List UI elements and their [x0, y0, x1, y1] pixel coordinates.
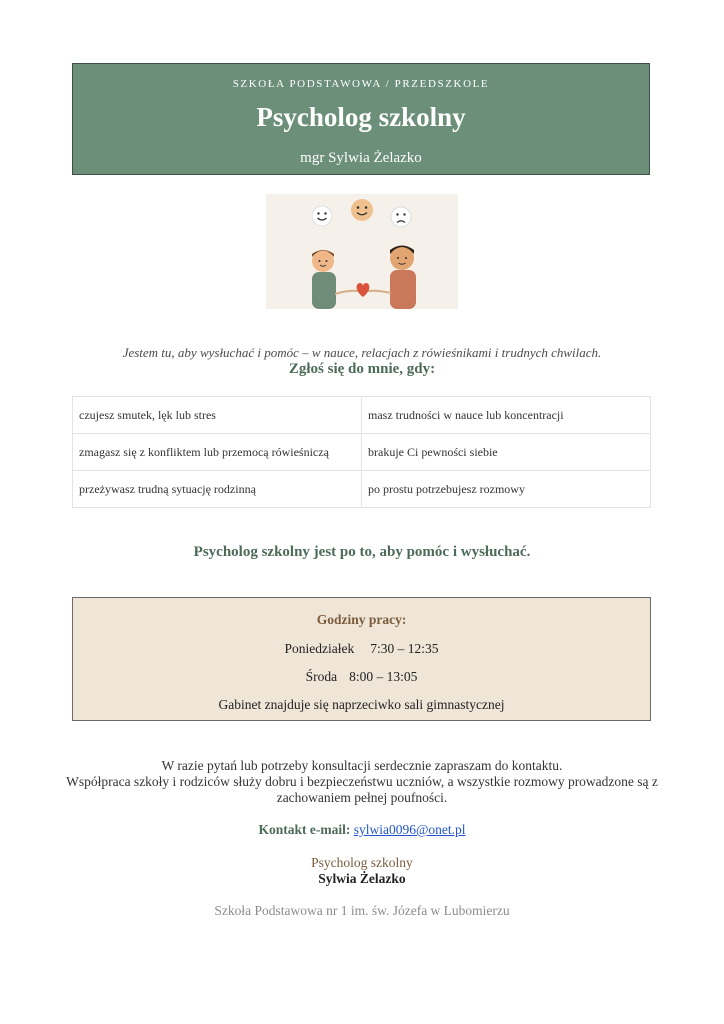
- page-title: Psycholog szkolny: [256, 102, 466, 132]
- hours-day: Poniedziałek: [284, 641, 355, 656]
- happy-face-icon: [312, 206, 332, 226]
- reason-cell: brakuje Ci pewności siebie: [362, 434, 651, 471]
- reasons-table: [72, 396, 651, 508]
- closing-line: Współpraca szkoły i rodziców służy dobru i bezpieczeństwu uczniów, a wszystkie rozmowy prowadzone są z zachowaniem pełnej poufności.: [66, 774, 658, 805]
- hours-day: Środa: [305, 669, 338, 684]
- email-link[interactable]: sylwia0096@onet.pl: [353, 822, 466, 837]
- header-kicker: SZKOŁA PODSTAWOWA / PRZEDSZKOLE: [232, 78, 490, 90]
- reason-cell: po prostu potrzebujesz rozmowy: [362, 471, 651, 508]
- heart-icon: [357, 283, 370, 297]
- hours-row: [73, 669, 650, 685]
- mission-statement: Psycholog szkolny jest po to, aby pomóc i wysłuchać.: [193, 544, 531, 560]
- table-row: [73, 397, 651, 434]
- hours-box: [72, 597, 651, 721]
- signature-role: Psycholog szkolny: [311, 855, 413, 870]
- hours-time: 7:30 – 12:35: [370, 641, 439, 656]
- child-left-figure: [312, 250, 336, 309]
- reasons-heading: Zgłoś się do mnie, gdy:: [288, 361, 436, 377]
- header-banner: [72, 63, 650, 175]
- reason-cell: zmagasz się z konfliktem lub przemocą rówieśniczą: [73, 434, 362, 471]
- contact-label: Kontakt e-mail:: [258, 822, 351, 837]
- hours-row: [73, 641, 650, 657]
- illustration-graphic: [266, 194, 458, 309]
- intro-text: Jestem tu, aby wysłuchać i pomóc – w nauce, relacjach z rówieśnikami i trudnych chwilach.: [122, 345, 602, 360]
- reason-cell: masz trudności w nauce lub koncentracji: [362, 397, 651, 434]
- reason-cell: czujesz smutek, lęk lub stres: [73, 397, 362, 434]
- smiling-face-icon: [351, 199, 373, 221]
- sad-face-icon: [391, 207, 411, 227]
- closing-text: [60, 758, 664, 806]
- hours-title: Godziny pracy:: [316, 612, 407, 627]
- school-name: Szkoła Podstawowa nr 1 im. św. Józefa w Lubomierzu: [214, 903, 510, 918]
- hours-time: 8:00 – 13:05: [349, 669, 418, 684]
- header-name: mgr Sylwia Żelazko: [300, 150, 422, 166]
- closing-line: W razie pytań lub potrzeby konsultacji serdecznie zapraszam do kontaktu.: [161, 758, 563, 773]
- child-right-figure: [390, 246, 416, 310]
- illustration: [266, 194, 458, 309]
- reason-cell: przeżywasz trudną sytuację rodzinną: [73, 471, 362, 508]
- table-row: [73, 471, 651, 508]
- office-location-note: Gabinet znajduje się naprzeciwko sali gimnastycznej: [218, 697, 505, 712]
- table-row: [73, 434, 651, 471]
- contact-line: [0, 822, 724, 838]
- signature-name: Sylwia Żelazko: [318, 871, 406, 886]
